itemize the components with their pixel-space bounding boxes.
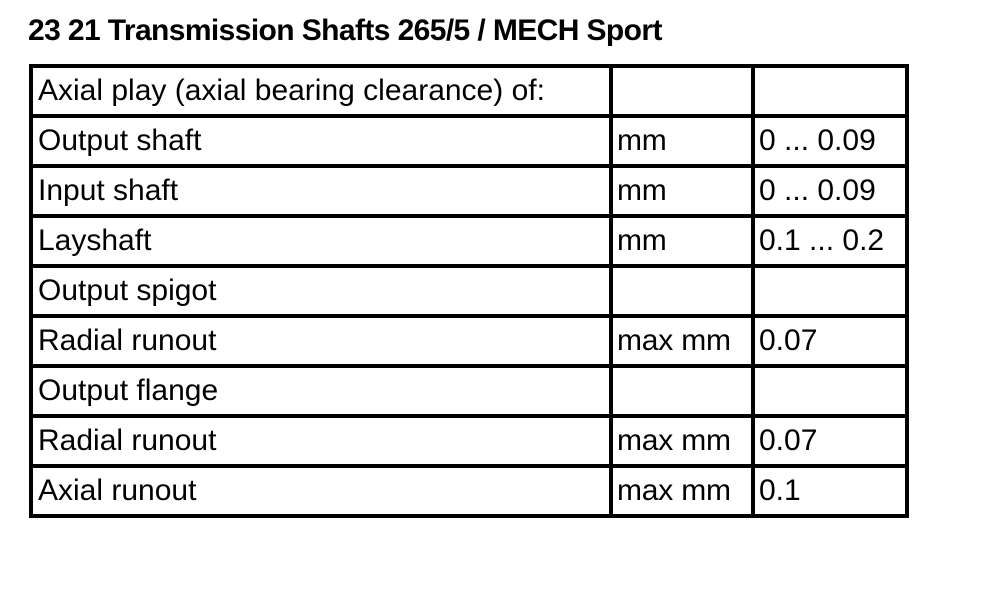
- page-title: 23 21 Transmission Shafts 265/5 / MECH Sport: [28, 14, 662, 47]
- row-description: Layshaft: [31, 216, 611, 266]
- row-value: [753, 366, 907, 416]
- row-value: 0 ... 0.09: [753, 166, 907, 216]
- row-value: 0.07: [753, 316, 907, 366]
- row-value: [753, 266, 907, 316]
- row-unit: max mm: [611, 416, 753, 466]
- table-row: [31, 266, 907, 316]
- row-description: Radial runout: [31, 316, 611, 366]
- row-unit: [611, 66, 753, 116]
- spec-table: [29, 64, 909, 518]
- row-description: Output flange: [31, 366, 611, 416]
- row-description: Output spigot: [31, 266, 611, 316]
- table-row: [31, 116, 907, 166]
- row-value: 0.07: [753, 416, 907, 466]
- row-unit: [611, 266, 753, 316]
- row-unit: max mm: [611, 466, 753, 516]
- table-row: [31, 466, 907, 516]
- table-row: [31, 366, 907, 416]
- row-value: 0 ... 0.09: [753, 116, 907, 166]
- table-row: [31, 316, 907, 366]
- row-unit: mm: [611, 116, 753, 166]
- row-description: Output shaft: [31, 116, 611, 166]
- table-row: [31, 416, 907, 466]
- row-unit: mm: [611, 166, 753, 216]
- row-value: 0.1: [753, 466, 907, 516]
- row-description: Axial play (axial bearing clearance) of:: [31, 66, 611, 116]
- row-description: Radial runout: [31, 416, 611, 466]
- row-description: Input shaft: [31, 166, 611, 216]
- row-value: 0.1 ... 0.2: [753, 216, 907, 266]
- row-unit: mm: [611, 216, 753, 266]
- row-unit: [611, 366, 753, 416]
- row-unit: max mm: [611, 316, 753, 366]
- row-description: Axial runout: [31, 466, 611, 516]
- table-row: [31, 166, 907, 216]
- table-row: [31, 216, 907, 266]
- row-value: [753, 66, 907, 116]
- table-row: [31, 66, 907, 116]
